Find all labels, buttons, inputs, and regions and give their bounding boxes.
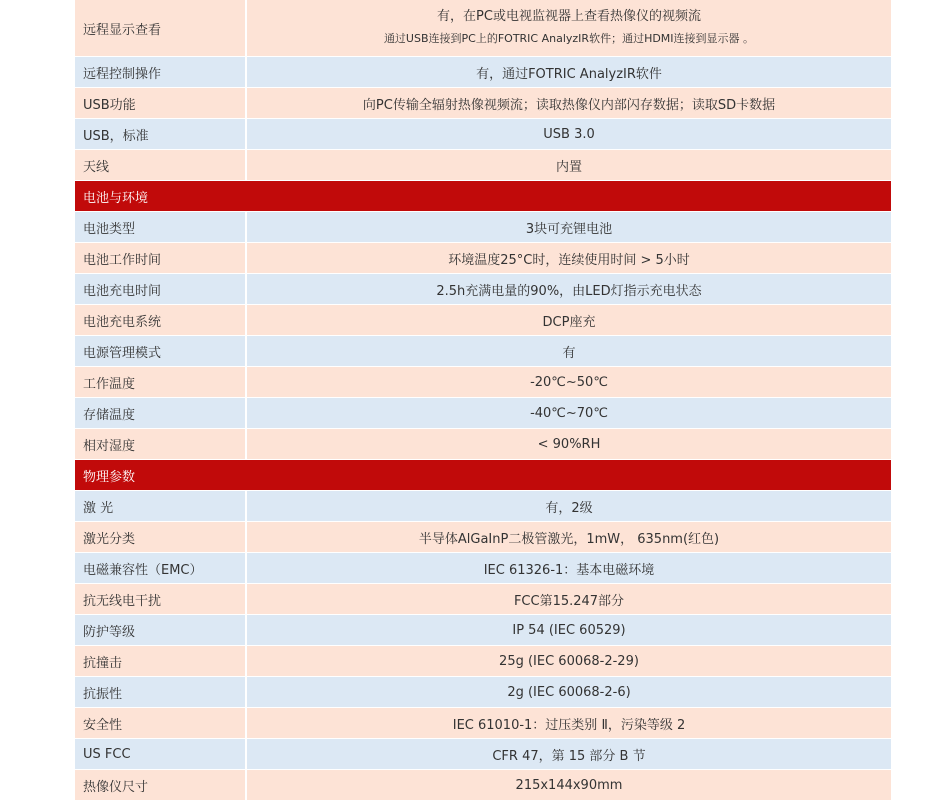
spec-row-protection <box>75 615 891 646</box>
spec-value: 2g (IEC 60068-2-6) <box>507 684 631 700</box>
spec-value: USB 3.0 <box>543 126 595 142</box>
spec-label: USB，标准 <box>75 119 247 149</box>
spec-row-charge-system <box>75 305 891 336</box>
spec-table <box>75 0 891 801</box>
spec-label: 电源管理模式 <box>75 336 247 366</box>
spec-value: IP 54 (IEC 60529) <box>512 622 626 638</box>
spec-value: < 90%RH <box>537 436 601 452</box>
spec-label: 电池充电系统 <box>75 305 247 335</box>
spec-value: IEC 61326-1：基本电磁环境 <box>483 562 655 578</box>
spec-row-battery-type <box>75 212 891 243</box>
spec-value: 半导体AlGaInP二极管激光，1mW， 635nm(红色) <box>418 531 720 547</box>
spec-value-line1: 有，在PC或电视监视器上查看热像仪的视频流 <box>437 8 701 24</box>
spec-value: IEC 61010-1：过压类别 Ⅱ，污染等级 2 <box>452 717 686 733</box>
spec-value: 环境温度25°C时，连续使用时间 > 5小时 <box>448 252 690 268</box>
spec-row-camera-size <box>75 770 891 801</box>
spec-value: 有，通过FOTRIC AnalyzIR软件 <box>476 66 662 82</box>
spec-value: -20℃~50℃ <box>530 374 608 390</box>
spec-row-humidity <box>75 429 891 460</box>
spec-label: 远程控制操作 <box>75 57 247 87</box>
spec-label: 抗撞击 <box>75 646 247 676</box>
spec-row-charge-time <box>75 274 891 305</box>
spec-value: 有，2级 <box>545 500 593 516</box>
spec-row-usb-standard <box>75 119 891 150</box>
spec-row-usb-function <box>75 88 891 119</box>
spec-row-emc <box>75 553 891 584</box>
spec-row-safety <box>75 708 891 739</box>
spec-value: -40℃~70℃ <box>530 405 608 421</box>
spec-value-line2: 通过USB连接到PC上的FOTRIC AnalyzIR软件；通过HDMI连接到显示器 。 <box>383 31 755 45</box>
spec-label: 远程显示查看 <box>75 0 247 56</box>
spec-value: 25g (IEC 60068-2-29) <box>499 653 639 669</box>
spec-label: 工作温度 <box>75 367 247 397</box>
spec-row-us-fcc <box>75 739 891 770</box>
spec-value: DCP座充 <box>542 314 596 330</box>
section-header-physical: 物理参数 <box>75 460 891 491</box>
spec-label: 相对湿度 <box>75 429 247 459</box>
spec-value: FCC第15.247部分 <box>513 593 625 609</box>
spec-label: 激 光 <box>75 491 247 521</box>
spec-label: 抗无线电干扰 <box>75 584 247 614</box>
spec-value: 内置 <box>555 159 582 175</box>
spec-label: 安全性 <box>75 708 247 738</box>
spec-row-laser <box>75 491 891 522</box>
spec-label: 存储温度 <box>75 398 247 428</box>
spec-row-laser-class <box>75 522 891 553</box>
spec-value: 3块可充锂电池 <box>525 221 613 237</box>
spec-label: 热像仪尺寸 <box>75 770 247 800</box>
spec-row-power-management <box>75 336 891 367</box>
spec-label: 抗振性 <box>75 677 247 707</box>
spec-row-battery-life <box>75 243 891 274</box>
spec-value: 215x144x90mm <box>515 777 623 793</box>
spec-row-remote-display <box>75 0 891 57</box>
spec-row-storage-temp <box>75 398 891 429</box>
spec-label: 电池工作时间 <box>75 243 247 273</box>
spec-value: CFR 47，第 15 部分 B 节 <box>492 748 646 764</box>
spec-label: US FCC <box>75 739 247 769</box>
section-header-battery: 电池与环境 <box>75 181 891 212</box>
spec-value: 2.5h充满电量的90%，由LED灯指示充电状态 <box>436 283 702 299</box>
spec-label: 激光分类 <box>75 522 247 552</box>
spec-label: 电池充电时间 <box>75 274 247 304</box>
spec-label: 电磁兼容性（EMC） <box>75 553 247 583</box>
spec-label: USB功能 <box>75 88 247 118</box>
spec-value: 有 <box>562 345 576 361</box>
spec-value: 向PC传输全辐射热像视频流；读取热像仪内部闪存数据；读取SD卡数据 <box>362 97 776 113</box>
spec-row-radio-interference <box>75 584 891 615</box>
spec-value <box>247 0 891 56</box>
spec-row-vibration <box>75 677 891 708</box>
spec-row-antenna <box>75 150 891 181</box>
spec-label: 电池类型 <box>75 212 247 242</box>
spec-row-operating-temp <box>75 367 891 398</box>
spec-row-remote-control <box>75 57 891 88</box>
spec-label: 天线 <box>75 150 247 180</box>
spec-label: 防护等级 <box>75 615 247 645</box>
spec-row-shock <box>75 646 891 677</box>
